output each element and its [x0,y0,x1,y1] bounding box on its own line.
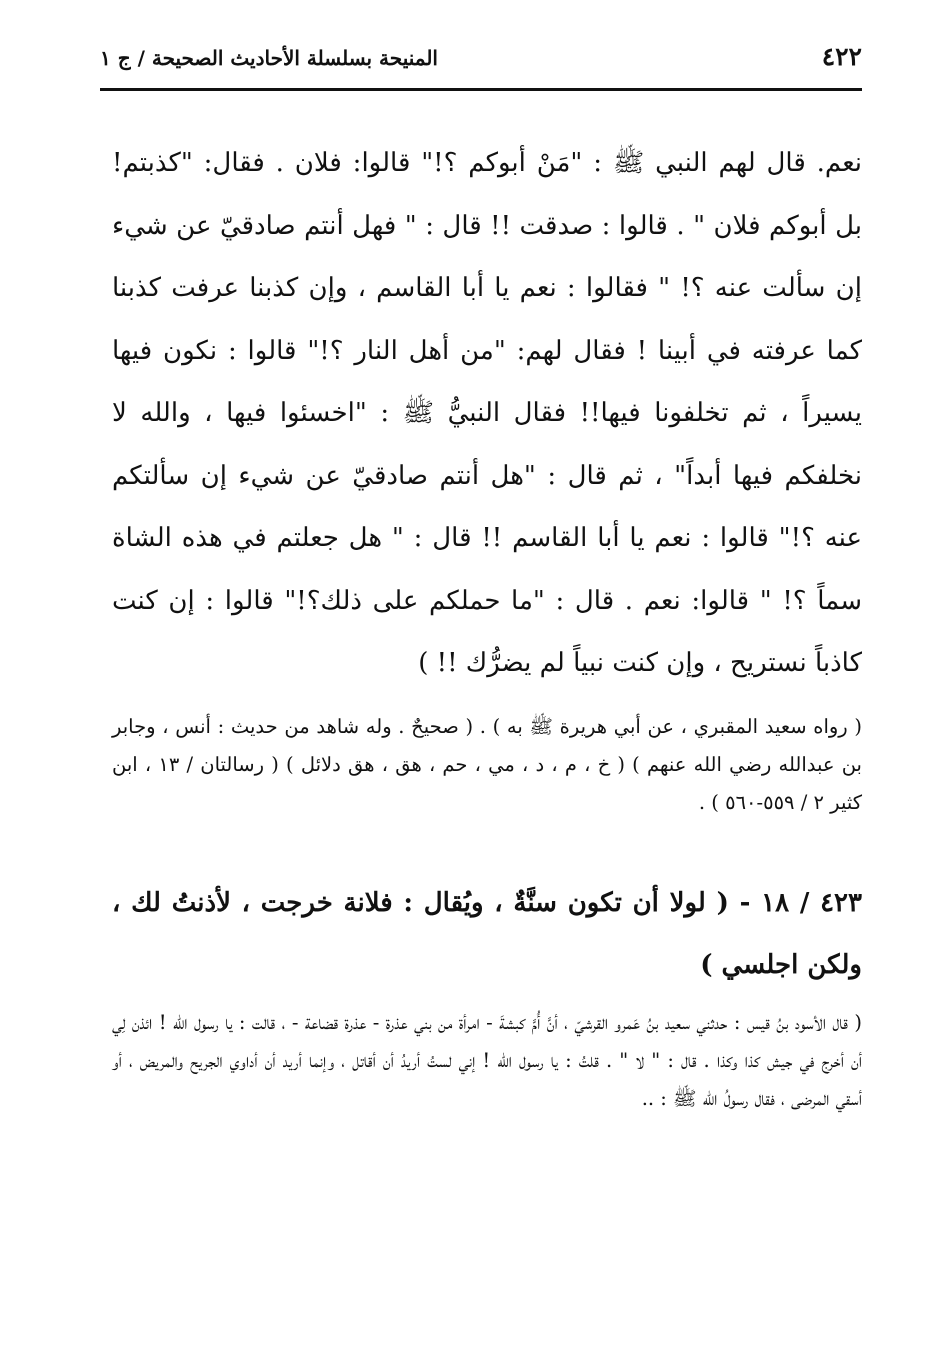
hadith-heading: ٤٢٣ / ١٨ - ( لولا أن تكون سنَّةٌ ، ويُقال : فلانة خرجت ، لأذنتُ لك ، ولكن اجلسي ) [112,888,862,980]
book-title: المنيحة بسلسلة الأحاديث الصحيحة / ج ١ [100,46,438,70]
header-divider [100,88,862,91]
hadith-text: نعم. قال لهم النبي ﷺ : "مَنْ أبوكم ؟!" قالوا: فلان . فقال: "كذبتم! بل أبوكم فلان " . قالوا : صدقت !! قال : " فهل أنتم صادقيّ عن شيء إن سألت عنه ؟! " فقالوا : نعم يا أبا القاسم ، وإن كذبنا عرفت كذبنا كما عرفته في أبينا ! فقال لهم: "من أهل النار ؟!" قالوا : نكون فيها يسيراً ، ثم تخلفونا فيها!! فقال النبيُّ ﷺ : "اخسئوا فيها ، والله لا نخلفكم فيها أبداً" ، ثم قال : "هل أنتم صادقيّ عن شيء إن سألتكم عنه ؟!" قالوا : نعم يا أبا القاسم !! قال : " هل جعلتم في هذه الشاة سماً ؟! " قالوا: نعم . قال : "ما حملكم على ذلك؟!" قالوا : إن كنت كاذباً نستريح ، وإن كنت نبياً لم يضرُّك !! ) [112,148,862,678]
page-header [100,40,862,86]
page-number: ٤٢٢ [821,42,862,71]
takhrij-note: ( رواه سعيد المقبري ، عن أبي هريرة ﷺ به ) . ( صحيحٌ . وله شاهد من حديث : أنس ، وجابر بن عبدالله رضي الله عنهم ) ( خ ، م ، د ، مي ، حم ، هق ، هق دلائل ) ( رسالتان / ١٣ ، ابن كثير ٢ / ٥٥٩-٥٦٠ ) . [112,715,862,814]
narration-note: ( قال الأسود بنُ قيس : حدثني سعيد بنُ عَمرو القرشيّ ، أنَّ أُمَّ كبشةَ - امرأة من بني عذرة - عذرة قضاعة - ، قالت : يا رسول الله ! ائذن لِي أن أخرج في جيش كذا وكذا . قال : " لا " . قلتُ : يا رسول الله ! إني لستُ أريدُ أن أقاتل ، وإنما أريد أن أداوي الجريح والمريض ، أو أسقي المرضى ، فقال رسولُ الله ﷺ : .. [112,1011,862,1110]
